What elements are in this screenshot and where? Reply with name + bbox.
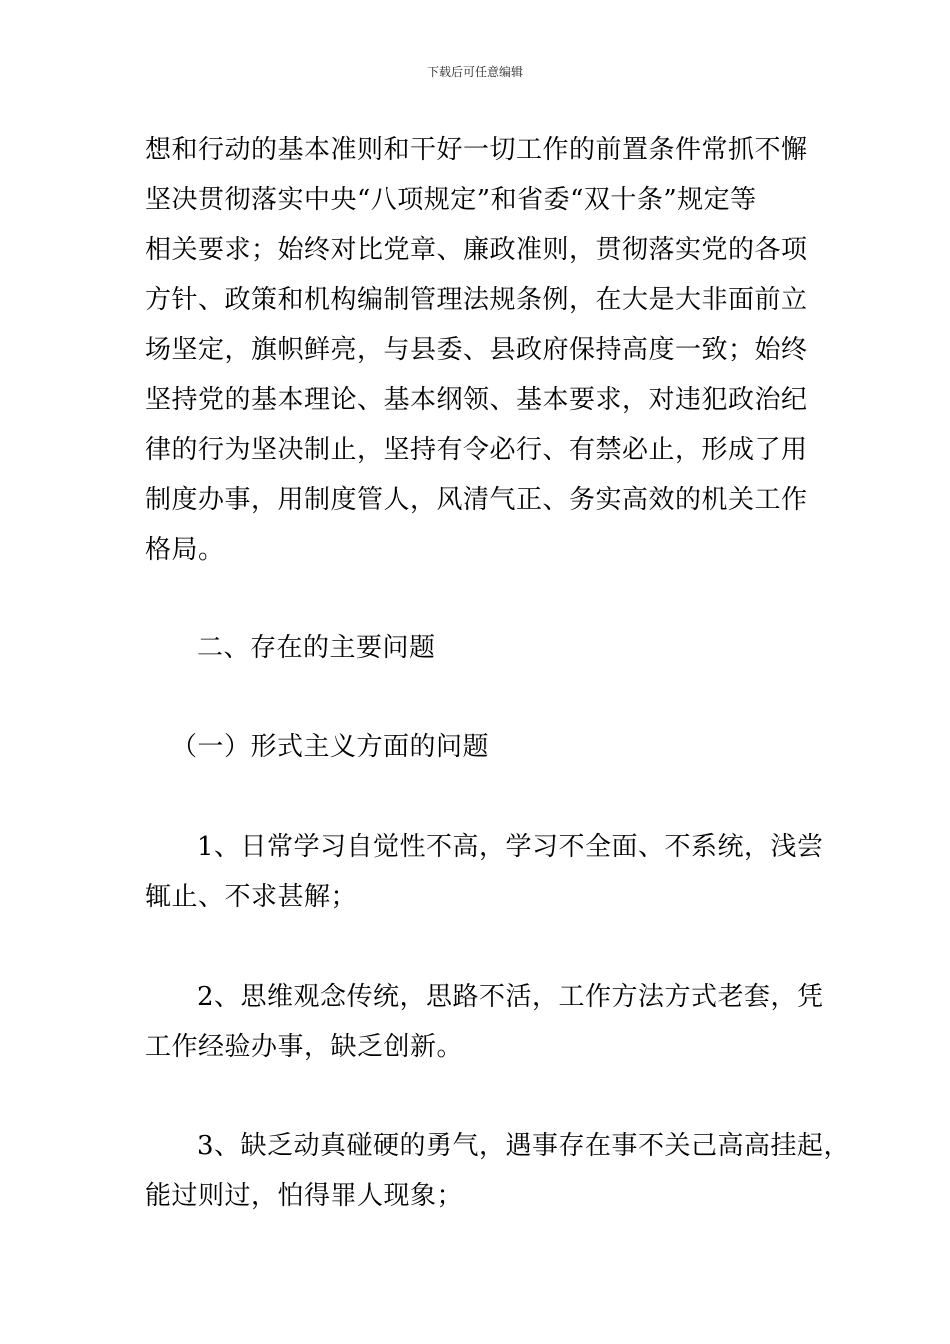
list-item-line: 能过则过，怕得罪人现象；	[145, 1181, 464, 1211]
page-header: 下载后可任意编辑	[426, 65, 523, 79]
subsection-heading: （一）形式主义方面的问题	[171, 732, 490, 762]
subsection-heading-block	[145, 722, 810, 772]
paragraph-line: 格局。	[145, 535, 225, 565]
list-item-line: 3、缺乏动真碰硬的勇气，遇事存在事不关己高高挂起，	[197, 1131, 851, 1161]
list-item-line: 1、日常学习自觉性不高，学习不全面、不系统，浅尝	[197, 832, 824, 862]
intro-paragraph	[145, 125, 810, 575]
list-item	[145, 822, 824, 922]
paragraph-line: 想和行动的基本准则和干好一切工作的前置条件常抓不懈	[145, 135, 808, 165]
paragraph-line: 坚持党的基本理论、基本纲领、基本要求，对违犯政治纪	[145, 385, 808, 415]
paragraph-line: 场坚定，旗帜鲜亮，与县委、县政府保持高度一致；始终	[145, 335, 808, 365]
paragraph-line: 制度办事，用制度管人，风清气正、务实高效的机关工作	[145, 485, 808, 515]
paragraph-line: 律的行为坚决制止，坚持有令必行、有禁必止，形成了用	[145, 435, 808, 465]
list-item-line: 2、思维观念传统，思路不活，工作方法方式老套，凭	[197, 982, 824, 1012]
paragraph-line: 坚决贯彻落实中央“八项规定”和省委“双十条”规定等	[145, 185, 757, 215]
list-item-line: 工作经验办事，缺乏创新。	[145, 1032, 464, 1062]
section-heading-block	[145, 623, 810, 673]
paragraph-line: 相关要求；始终对比党章、廉政准则，贯彻落实党的各项	[145, 235, 808, 265]
list-item	[145, 1121, 851, 1221]
section-heading: 二、存在的主要问题	[197, 633, 436, 663]
paragraph-line: 方针、政策和机构编制管理法规条例，在大是大非面前立	[145, 285, 808, 315]
list-item-line: 辄止、不求甚解；	[145, 882, 358, 912]
list-item	[145, 972, 824, 1072]
